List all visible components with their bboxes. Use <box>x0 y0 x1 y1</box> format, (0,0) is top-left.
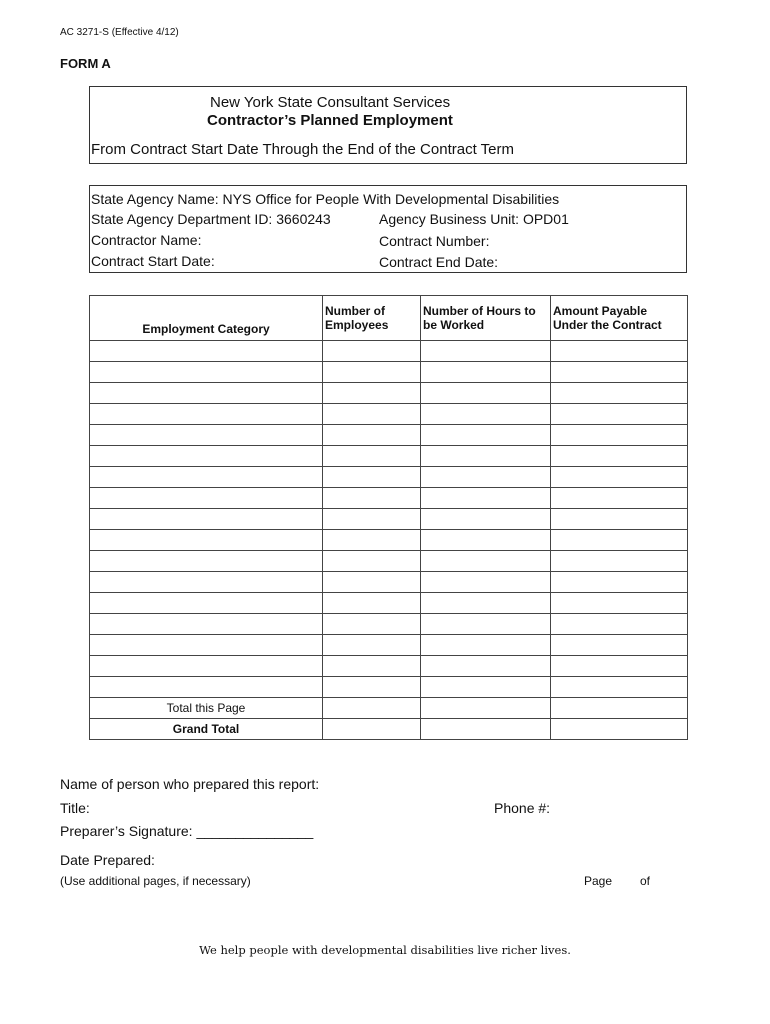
table-cell[interactable] <box>323 383 421 404</box>
grand-total-cell[interactable] <box>323 719 421 740</box>
total-cell[interactable] <box>323 698 421 719</box>
table-row <box>90 656 688 677</box>
grand-total-label: Grand Total <box>90 719 323 740</box>
total-cell[interactable] <box>421 698 551 719</box>
col-employment-category: Employment Category <box>90 296 323 341</box>
table-cell[interactable] <box>90 677 323 698</box>
table-cell[interactable] <box>551 614 688 635</box>
table-cell[interactable] <box>421 383 551 404</box>
table-cell[interactable] <box>90 551 323 572</box>
table-cell[interactable] <box>421 635 551 656</box>
additional-pages-note: (Use additional pages, if necessary) <box>60 874 251 888</box>
table-cell[interactable] <box>421 656 551 677</box>
table-cell[interactable] <box>421 425 551 446</box>
table-cell[interactable] <box>421 446 551 467</box>
contract-number-field[interactable]: Contract Number: <box>379 233 490 249</box>
table-row <box>90 446 688 467</box>
table-row <box>90 467 688 488</box>
table-cell[interactable] <box>90 509 323 530</box>
table-cell[interactable] <box>323 530 421 551</box>
table-cell[interactable] <box>90 572 323 593</box>
table-row <box>90 383 688 404</box>
table-cell[interactable] <box>551 677 688 698</box>
table-row <box>90 530 688 551</box>
table-row <box>90 509 688 530</box>
table-cell[interactable] <box>551 362 688 383</box>
agency-name: State Agency Name: NYS Office for People With Developmental Disabilities <box>91 191 560 207</box>
table-cell[interactable] <box>90 404 323 425</box>
table-cell[interactable] <box>421 341 551 362</box>
table-row <box>90 614 688 635</box>
table-cell[interactable] <box>323 572 421 593</box>
table-cell[interactable] <box>551 509 688 530</box>
table-cell[interactable] <box>90 488 323 509</box>
table-row <box>90 404 688 425</box>
table-cell[interactable] <box>421 572 551 593</box>
table-cell[interactable] <box>421 488 551 509</box>
page-of-label: of <box>640 874 651 888</box>
date-prepared-field[interactable]: Date Prepared: <box>60 852 155 868</box>
header-title: New York State Consultant Services <box>210 94 451 111</box>
table-cell[interactable] <box>421 404 551 425</box>
table-cell[interactable] <box>551 530 688 551</box>
table-cell[interactable] <box>551 488 688 509</box>
table-cell[interactable] <box>551 404 688 425</box>
table-cell[interactable] <box>421 509 551 530</box>
header-subtitle: Contractor’s Planned Employment <box>207 112 453 129</box>
table-cell[interactable] <box>551 593 688 614</box>
table-cell[interactable] <box>551 467 688 488</box>
total-cell[interactable] <box>551 698 688 719</box>
table-cell[interactable] <box>90 446 323 467</box>
table-cell[interactable] <box>323 425 421 446</box>
table-cell[interactable] <box>323 677 421 698</box>
preparer-name-field[interactable]: Name of person who prepared this report: <box>60 776 320 792</box>
grand-total-row <box>90 719 688 740</box>
table-cell[interactable] <box>421 551 551 572</box>
table-row <box>90 488 688 509</box>
table-cell[interactable] <box>90 593 323 614</box>
table-cell[interactable] <box>323 341 421 362</box>
grand-total-cell[interactable] <box>421 719 551 740</box>
table-cell[interactable] <box>90 425 323 446</box>
table-cell[interactable] <box>421 677 551 698</box>
header-term: From Contract Start Date Through the End of the Contract Term <box>91 141 514 158</box>
table-cell[interactable] <box>551 446 688 467</box>
table-cell[interactable] <box>90 383 323 404</box>
form-code: AC 3271-S (Effective 4/12) <box>60 27 179 38</box>
table-cell[interactable] <box>421 530 551 551</box>
footer-tagline: We help people with developmental disabilities live richer lives. <box>199 943 571 957</box>
table-cell[interactable] <box>323 488 421 509</box>
table-row <box>90 635 688 656</box>
table-cell[interactable] <box>90 467 323 488</box>
table-cell[interactable] <box>323 509 421 530</box>
col-amount-payable: Amount Payable Under the Contract <box>551 296 688 341</box>
table-cell[interactable] <box>323 551 421 572</box>
title-field[interactable]: Title: <box>60 800 90 816</box>
table-cell[interactable] <box>551 551 688 572</box>
employment-table <box>89 295 688 740</box>
phone-field[interactable]: Phone #: <box>494 800 551 816</box>
table-cell[interactable] <box>421 467 551 488</box>
table-cell[interactable] <box>323 467 421 488</box>
page-label: Page <box>584 874 613 888</box>
table-cell[interactable] <box>421 593 551 614</box>
agency-box <box>89 185 687 273</box>
table-cell[interactable] <box>323 614 421 635</box>
header-box <box>89 86 687 164</box>
table-cell[interactable] <box>421 362 551 383</box>
agency-dept-id: State Agency Department ID: 3660243 <box>91 211 331 227</box>
table-cell[interactable] <box>323 362 421 383</box>
table-cell[interactable] <box>90 614 323 635</box>
total-page-row <box>90 698 688 719</box>
grand-total-cell[interactable] <box>551 719 688 740</box>
table-cell[interactable] <box>323 635 421 656</box>
form-label: FORM A <box>60 56 111 71</box>
agency-business-unit: Agency Business Unit: OPD01 <box>379 211 569 227</box>
table-cell[interactable] <box>90 530 323 551</box>
col-hours-worked: Number of Hours to be Worked <box>421 296 551 341</box>
table-cell[interactable] <box>551 572 688 593</box>
table-row <box>90 341 688 362</box>
table-cell[interactable] <box>551 383 688 404</box>
contract-start-date-field[interactable]: Contract Start Date: <box>91 253 215 269</box>
table-cell[interactable] <box>551 656 688 677</box>
table-cell[interactable] <box>551 635 688 656</box>
table-header-row <box>90 296 688 341</box>
table-row <box>90 362 688 383</box>
table-row <box>90 425 688 446</box>
table-cell[interactable] <box>90 341 323 362</box>
table-cell[interactable] <box>90 362 323 383</box>
table-cell[interactable] <box>90 635 323 656</box>
contractor-name-field[interactable]: Contractor Name: <box>91 232 202 248</box>
table-cell[interactable] <box>551 341 688 362</box>
table-cell[interactable] <box>323 446 421 467</box>
contract-end-date-field[interactable]: Contract End Date: <box>379 254 499 270</box>
table-cell[interactable] <box>323 656 421 677</box>
col-number-of-employees: Number of Employees <box>323 296 421 341</box>
total-page-label: Total this Page <box>90 698 323 719</box>
table-row <box>90 551 688 572</box>
table-row <box>90 572 688 593</box>
table-cell[interactable] <box>421 614 551 635</box>
table-row <box>90 677 688 698</box>
table-cell[interactable] <box>551 425 688 446</box>
table-cell[interactable] <box>323 404 421 425</box>
table-cell[interactable] <box>90 656 323 677</box>
table-cell[interactable] <box>323 593 421 614</box>
table-row <box>90 593 688 614</box>
preparer-signature-field[interactable]: Preparer’s Signature: _______________ <box>60 823 314 839</box>
